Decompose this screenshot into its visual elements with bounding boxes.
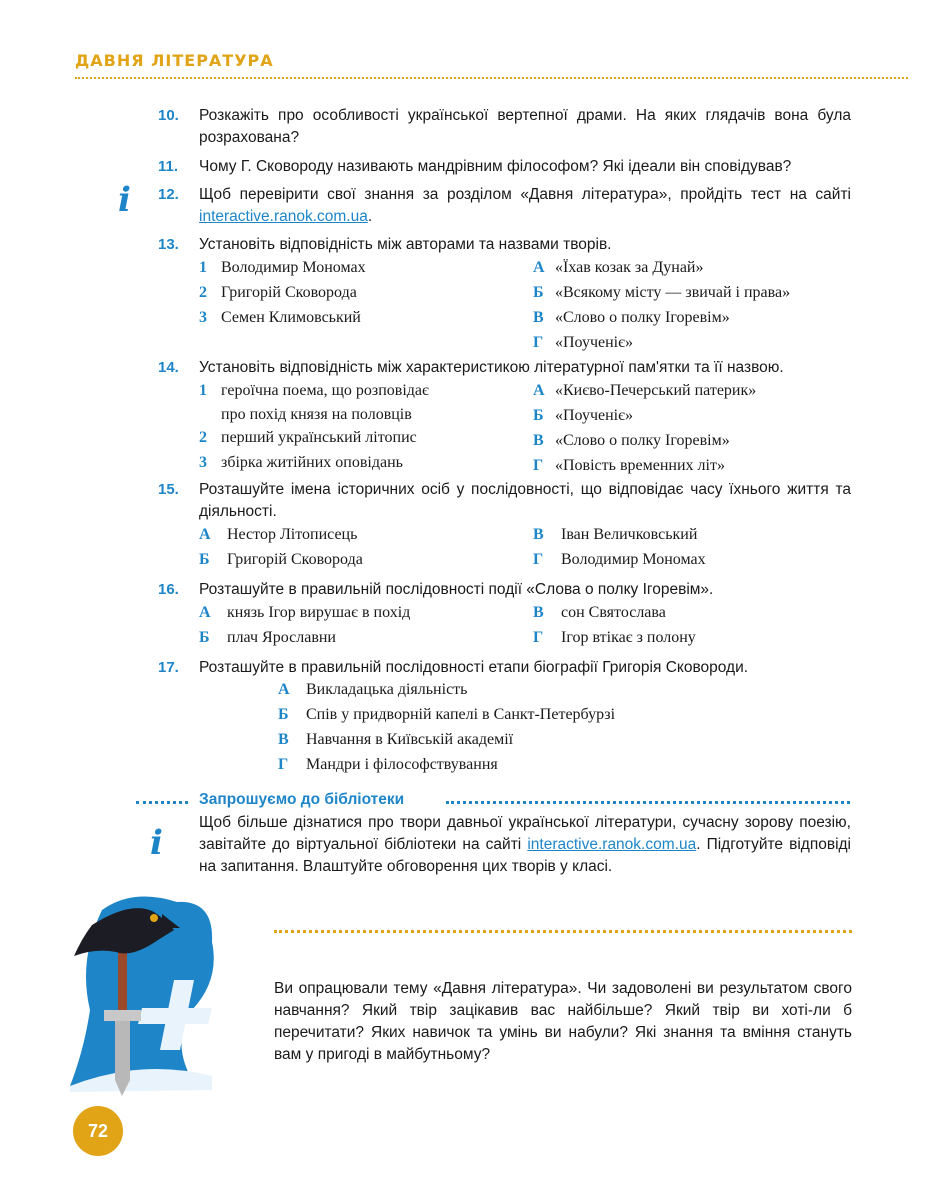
- option-text: Викладацька діяльність: [306, 681, 468, 698]
- library-text-part: . Підготуйте відповіді на запитання. Влаштуйте обговорення цих творів у класі.: [199, 836, 851, 875]
- option-item: [199, 601, 410, 625]
- option-letter: 2: [199, 284, 207, 301]
- option-item: [533, 404, 633, 428]
- option-text: [221, 379, 429, 427]
- question-text: Розташуйте в правильній послідовності події «Слова о полку Ігоревім».: [199, 581, 714, 598]
- option-text-line: героїчна поема, що розповідає: [221, 382, 429, 399]
- option-item: [533, 429, 730, 453]
- question-number: 16.: [158, 581, 179, 598]
- option-text: «Слово о полку Ігоревім»: [555, 432, 730, 449]
- site-link[interactable]: interactive.ranok.com.ua: [527, 836, 697, 853]
- question-number: 11.: [158, 158, 179, 175]
- option-text: «Поученіє»: [555, 334, 633, 351]
- option-text: «Поученіє»: [555, 407, 633, 424]
- option-letter: Г: [533, 457, 544, 474]
- question-text-part: .: [367, 208, 373, 225]
- option-letter: В: [533, 604, 544, 621]
- option-item: [278, 728, 513, 752]
- info-i-icon: i: [118, 180, 131, 220]
- option-letter: В: [533, 526, 544, 543]
- question-text: Чому Г. Сковороду називають мандрівним філософом? Які ідеали він сповідував?: [199, 158, 792, 175]
- hash-glyph-bar: [138, 1008, 212, 1024]
- option-letter: Б: [533, 284, 544, 301]
- question-number: 17.: [158, 659, 179, 676]
- question-number: 12.: [158, 186, 179, 203]
- option-item: [533, 601, 666, 625]
- option-letter: Г: [533, 551, 544, 568]
- option-item: [199, 426, 417, 450]
- page-number: 72: [73, 1106, 123, 1156]
- option-letter: 3: [199, 309, 207, 326]
- option-text: Григорій Сковорода: [221, 284, 357, 301]
- option-text: перший український літопис: [221, 429, 417, 446]
- question-number: 14.: [158, 359, 179, 376]
- option-item: [533, 281, 790, 305]
- option-text: Мандри і філософствування: [306, 756, 498, 773]
- option-item: [199, 379, 429, 427]
- option-letter: Г: [278, 756, 289, 773]
- option-item: [278, 703, 615, 727]
- reflection-text: Ви опрацювали тему «Давня література». Чи задоволені ви результатом свого навчання? Який твір зацікавив вас найбільше? Який твір ви хоті-ли б перечитати? Яких навичок та умінь ви набули? Які знання та вміння стануть вам у пригоді в майбутньому?: [274, 980, 852, 1063]
- option-letter: В: [533, 309, 544, 326]
- library-text: [199, 812, 851, 878]
- option-letter: Б: [533, 407, 544, 424]
- option-text: плач Ярославни: [227, 629, 336, 646]
- question-text: Розташуйте імена історичних осіб у послідовності, що відповідає часу їхнього життя та діяльності.: [199, 481, 851, 520]
- question-text: [199, 184, 851, 228]
- option-item: [533, 548, 706, 572]
- option-text: Ігор втікає з полону: [561, 629, 696, 646]
- option-letter: А: [533, 382, 545, 399]
- raven-sword-illustration: [62, 880, 262, 1100]
- option-letter: Б: [278, 706, 289, 723]
- option-letter: 1: [199, 382, 207, 399]
- reflection-divider: [274, 930, 852, 933]
- option-item: [533, 454, 725, 478]
- option-item: [533, 331, 633, 355]
- option-letter: Г: [533, 334, 544, 351]
- option-item: [199, 256, 366, 280]
- sword-guard: [104, 1010, 141, 1021]
- library-divider-right: [446, 801, 850, 804]
- option-letter: В: [533, 432, 544, 449]
- option-item: [199, 451, 403, 475]
- option-letter: 2: [199, 429, 207, 446]
- option-text: Спів у придворній капелі в Санкт-Петербурзі: [306, 706, 616, 723]
- option-text: «Їхав козак за Дунай»: [555, 259, 704, 276]
- option-item: [278, 753, 498, 777]
- header-divider: [75, 77, 908, 79]
- site-link[interactable]: interactive.ranok.com.ua: [199, 208, 368, 225]
- option-text: Володимир Мономах: [221, 259, 366, 276]
- sword-handle: [118, 948, 127, 1010]
- option-text-line: про похід князя на половців: [221, 406, 412, 423]
- option-item: [533, 626, 696, 650]
- option-item: [199, 548, 363, 572]
- option-letter: Б: [199, 551, 210, 568]
- option-item: [199, 281, 357, 305]
- option-letter: Г: [533, 629, 544, 646]
- question-text: Розкажіть про особливості української вертепної драми. На яких глядачів вона була розрахована?: [199, 107, 851, 146]
- library-title: Запрошуємо до бібліотеки: [199, 791, 405, 808]
- question-text: Установіть відповідність між характеристикою літературної пам'ятки та її назвою.: [199, 359, 784, 376]
- option-letter: Б: [199, 629, 210, 646]
- option-text: «Всякому місту — звичай і права»: [555, 284, 791, 301]
- raven-eye: [150, 914, 158, 922]
- option-item: [533, 306, 730, 330]
- option-item: [278, 678, 467, 702]
- option-letter: А: [199, 526, 211, 543]
- question-text-part: Щоб перевірити свої знання за розділом «Давня література», пройдіть тест на сайті: [199, 186, 851, 203]
- option-item: [533, 256, 704, 280]
- question-number: 15.: [158, 481, 179, 498]
- library-text-part: Щоб більше дізнатися про твори давньої української літератури, сучасну зорову поезію, завітайте до віртуальної бібліотеки на сайті: [199, 814, 851, 853]
- option-item: [533, 379, 756, 403]
- question-number: 10.: [158, 107, 179, 124]
- option-letter: 1: [199, 259, 207, 276]
- option-text: Семен Климовський: [221, 309, 361, 326]
- option-letter: В: [278, 731, 289, 748]
- section-title: ДАВНЯ ЛІТЕРАТУРА: [75, 51, 274, 70]
- option-text: збірка житійних оповідань: [221, 454, 403, 471]
- question-text: Установіть відповідність між авторами та назвами творів.: [199, 236, 612, 253]
- option-item: [199, 626, 336, 650]
- question-text: Розташуйте в правильній послідовності етапи біографії Григорія Сковороди.: [199, 659, 749, 676]
- question-number: 13.: [158, 236, 179, 253]
- option-text: Григорій Сковорода: [227, 551, 363, 568]
- option-text: сон Святослава: [561, 604, 666, 621]
- option-letter: А: [199, 604, 211, 621]
- option-text: Нестор Літописець: [227, 526, 358, 543]
- option-text: Володимир Мономах: [561, 551, 706, 568]
- option-text: «Слово о полку Ігоревім»: [555, 309, 730, 326]
- option-letter: А: [533, 259, 545, 276]
- option-item: [199, 306, 361, 330]
- option-letter: А: [278, 681, 290, 698]
- option-letter: 3: [199, 454, 207, 471]
- option-text: Навчання в Київській академії: [306, 731, 514, 748]
- option-item: [533, 523, 697, 547]
- option-text: князь Ігор вирушає в похід: [227, 604, 411, 621]
- info-i-icon: i: [150, 823, 163, 863]
- option-text: Іван Величковський: [561, 526, 698, 543]
- option-text: «Повість временних літ»: [555, 457, 725, 474]
- option-text: «Києво-Печерський патерик»: [555, 382, 757, 399]
- library-divider-left: [136, 801, 188, 804]
- option-item: [199, 523, 357, 547]
